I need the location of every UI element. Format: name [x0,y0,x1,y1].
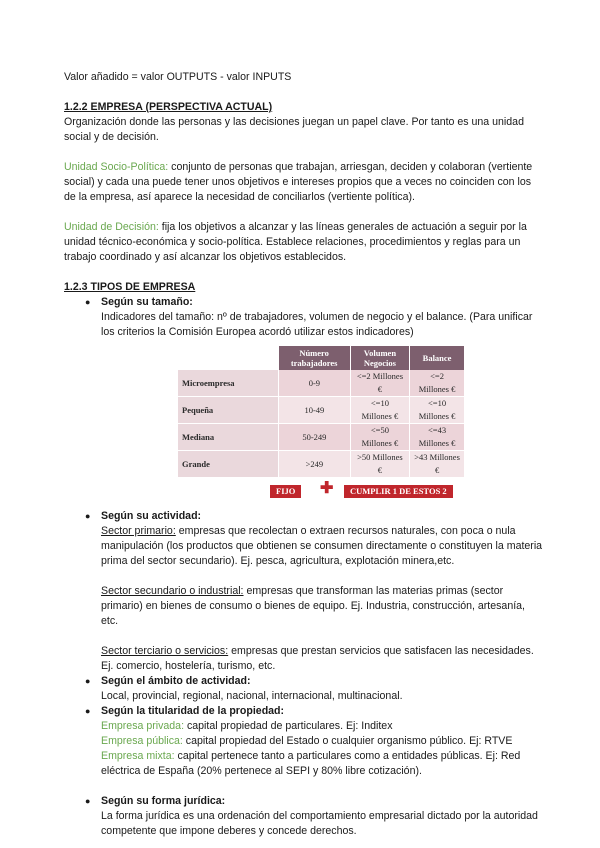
tamano-title: Según su tamaño: [101,296,193,308]
ambito-title: Según el ámbito de actividad: [101,675,251,687]
bullet-actividad [64,509,544,674]
cell-volumen: <=10 Millones € [350,397,409,424]
cell-volumen: <=50 Millones € [350,424,409,451]
juridica-text: La forma jurídica es una ordenación del comportamiento empresarial dictado por la autoridad competente que impone deberes y concede derechos. [101,810,538,837]
header-balance: Balance [410,346,465,370]
header-volumen: Volumen Negocios [350,346,409,370]
bullet-ambito [64,674,544,704]
titularidad-title: Según la titularidad de la propiedad: [101,705,285,717]
sector-terciario-text: empresas que prestan servicios que satisfacen las necesidades. Ej. comercio, hostelería, turismo, etc. [101,645,534,672]
section-heading-123: 1.2.3 TIPOS DE EMPRESA [64,281,196,293]
table-row [178,397,465,424]
empresa-publica-label: Empresa pública: [101,735,183,747]
ambito-text: Local, provincial, regional, nacional, internacional, multinacional. [101,690,403,702]
header-trabajadores: Número trabajadores [279,346,351,370]
unidad-socio-politica-text: conjunto de personas que trabajan, arriesgan, deciden y colaboran (vertiente social) y cada una puede tener unos objetivos e intereses propios que a veces no coinciden con los de la empresa, así aparece la necesidad de conciliarlos (vertiente política). [64,161,533,203]
sector-secundario-text: empresas que transforman las materias primas (sector primario) en bienes de consumo o bienes de equipo. Ej. Industria, construcción, artesanía, etc. [101,585,525,627]
tamano-text: Indicadores del tamaño: nº de trabajadores, volumen de negocio y el balance. (Para unificar los criterios la Comisión Europea acordó utilizar estos indicadores) [101,311,533,338]
cell-volumen: >50 Millones € [350,451,409,478]
empresa-privada-label: Empresa privada: [101,720,185,732]
cumplir-tag: CUMPLIR 1 DE ESTOS 2 [344,485,453,498]
table-row [178,424,465,451]
row-label: Pequeña [178,397,279,424]
sector-primario-label: Sector primario: [101,525,176,537]
cell-trabajadores: 10-49 [279,397,351,424]
cell-trabajadores: 0-9 [279,370,351,397]
juridica-title: Según su forma jurídica: [101,795,226,807]
sector-terciario-paragraph [101,644,544,674]
sector-terciario-label: Sector terciario o servicios: [101,645,229,657]
unidad-decision-text: fija los objetivos a alcanzar y las líneas generales de actuación a seguir por la unidad técnico-económica y socio-política. Establece relaciones, procedimientos y reglas para un trabajo coordinado y así alcanzar los objetivos establecidos. [64,221,527,263]
empresa-mixta-label: Empresa mixta: [101,750,175,762]
unidad-socio-politica-label: Unidad Socio-Política: [64,161,169,173]
cell-volumen: <=2 Millones € [350,370,409,397]
sector-secundario-paragraph [101,584,544,629]
bullet-dot: ● [85,706,91,716]
sector-primario-paragraph [101,524,544,569]
empresa-definition: Organización donde las personas y las decisiones juegan un papel clave. Por tanto es una unidad social y de decisión. [64,116,524,143]
cell-balance: <=43 Millones € [410,424,465,451]
bullet-dot: ● [85,796,91,806]
cell-trabajadores: >249 [279,451,351,478]
sector-primario-text: empresas que recolectan o extraen recursos naturales, con poca o nula manipulación (los productos que obtienen se consumen directamente o constituyen la materia prima del sector secundario). Ej. pesca, agricultura, explotación minera,etc. [101,525,543,567]
unidad-decision-label: Unidad de Decisión: [64,221,159,233]
plus-icon: ✚ [320,480,334,497]
table-row [178,451,465,478]
cell-balance: >43 Millones € [410,451,465,478]
empresa-publica-text: capital propiedad del Estado o cualquier organismo público. Ej: RTVE [182,735,513,747]
empresa-privada-text: capital propiedad de particulares. Ej: Inditex [184,720,393,732]
bullet-titularidad [64,704,544,779]
size-table [178,346,465,503]
value-added-formula: Valor añadido = valor OUTPUTS - valor INPUTS [64,71,292,83]
bullet-dot: ● [85,676,91,686]
empresa-mixta-paragraph [101,749,544,779]
unidad-decision-paragraph [64,220,544,265]
cell-balance: <=2 Millones € [410,370,465,397]
criteria-legend [178,480,465,503]
row-label: Microempresa [178,370,279,397]
empresa-privada-paragraph [101,719,544,734]
bullet-tamano [64,295,544,340]
bullet-dot: ● [85,297,91,307]
bullet-dot: ● [85,511,91,521]
row-label: Grande [178,451,279,478]
bullet-juridica [64,794,544,839]
actividad-title: Según su actividad: [101,510,202,522]
section-heading-122: 1.2.2 EMPRESA (PERSPECTIVA ACTUAL) [64,101,273,113]
cell-balance: <=10 Millones € [410,397,465,424]
unidad-socio-politica-paragraph [64,160,544,205]
document-page [64,70,544,839]
empresa-publica-paragraph [101,734,544,749]
fijo-tag: FIJO [270,485,301,498]
row-label: Mediana [178,424,279,451]
empresa-mixta-text: capital pertenece tanto a particulares como a entidades públicas. Ej: Red eléctrica de España (20% pertenece al SEPI y 80% libre cotización). [101,750,521,777]
cell-trabajadores: 50-249 [279,424,351,451]
sector-secundario-label: Sector secundario o industrial: [101,585,244,597]
table-row [178,370,465,397]
